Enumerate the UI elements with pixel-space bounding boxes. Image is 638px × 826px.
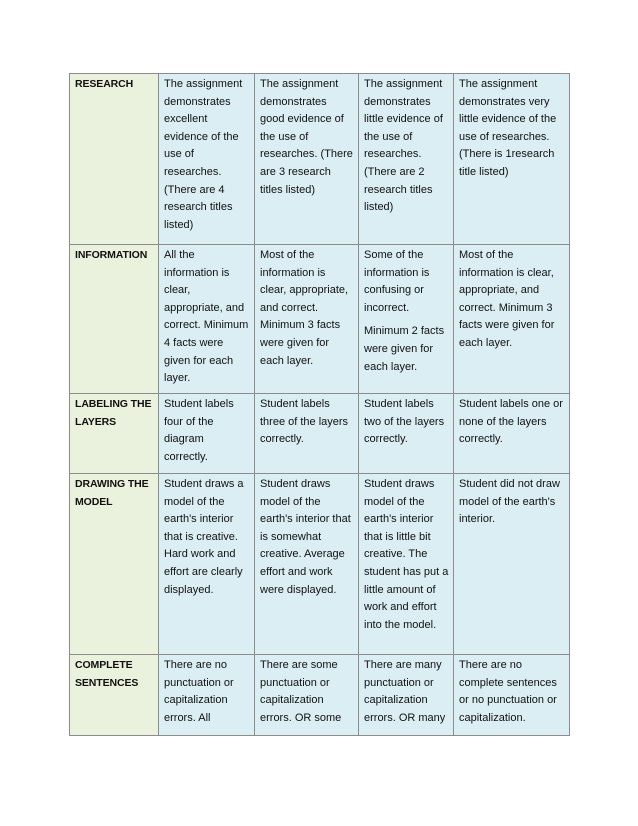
- cell-text: Most of the information is clear, appropriate, and correct. Minimum 3 facts were given for each layer.: [459, 249, 555, 349]
- cell-text: Student labels four of the diagram correctly.: [164, 398, 234, 463]
- cell-text: All the information is clear, appropriate, and correct. Minimum 4 facts were given for each layer.: [164, 249, 249, 385]
- level-3-cell: [359, 474, 454, 655]
- level-2-cell: [255, 474, 359, 655]
- level-2-cell: [255, 655, 359, 736]
- rubric-row-research: [70, 74, 570, 245]
- criterion-cell: COMPLETE SENTENCES: [70, 655, 159, 736]
- cell-text: Student draws a model of the earth's interior that is creative. Hard work and effort are clearly displayed.: [164, 478, 244, 596]
- cell-text: Student draws model of the earth's interior that is little bit creative. The student has put a little amount of work and effort into the model.: [364, 478, 449, 631]
- rubric-row-complete-sentences: [70, 655, 570, 736]
- level-4-cell: [454, 245, 570, 394]
- cell-text: Minimum 2 facts were given for each layer.: [364, 325, 445, 373]
- cell-text: Student labels one or none of the layers correctly.: [459, 398, 563, 446]
- cell-text: Student did not draw model of the earth's interior.: [459, 478, 560, 526]
- level-3-cell: [359, 74, 454, 245]
- cell-text: There are many punctuation or capitalization errors. OR many: [364, 659, 446, 724]
- level-1-cell: [159, 74, 255, 245]
- cell-text: The assignment demonstrates very little evidence of the use of researches. (There is 1research title listed): [459, 78, 557, 178]
- rubric-row-drawing: [70, 474, 570, 655]
- cell-text: Student labels three of the layers correctly.: [260, 398, 349, 446]
- rubric-row-labeling: [70, 394, 570, 474]
- cell-text: Student labels two of the layers correctly.: [364, 398, 445, 446]
- level-4-cell: [454, 394, 570, 474]
- level-4-cell: [454, 655, 570, 736]
- rubric-row-information: [70, 245, 570, 394]
- cell-text: The assignment demonstrates little evidence of the use of researches. (There are 2 research titles listed): [364, 78, 443, 214]
- cell-text: Some of the information is confusing or incorrect.: [364, 249, 430, 314]
- cell-text: The assignment demonstrates good evidence of the use of researches. (There are 3 research titles listed): [260, 78, 353, 196]
- level-4-cell: [454, 474, 570, 655]
- level-2-cell: [255, 394, 359, 474]
- level-2-cell: [255, 74, 359, 245]
- level-2-cell: [255, 245, 359, 394]
- level-1-cell: [159, 474, 255, 655]
- level-1-cell: [159, 655, 255, 736]
- level-3-cell: [359, 245, 454, 394]
- cell-text: There are no punctuation or capitalization errors. All: [164, 659, 234, 724]
- level-1-cell: [159, 245, 255, 394]
- rubric-table: [69, 73, 570, 736]
- cell-text: Student draws model of the earth's interior that is somewhat creative. Average effort and work were displayed.: [260, 478, 351, 596]
- level-3-cell: [359, 394, 454, 474]
- cell-text: There are no complete sentences or no punctuation or capitalization.: [459, 659, 557, 724]
- cell-text: There are some punctuation or capitalization errors. OR some: [260, 659, 342, 724]
- cell-text: The assignment demonstrates excellent evidence of the use of researches. (There are 4 research titles listed): [164, 78, 243, 231]
- criterion-cell: DRAWING THE MODEL: [70, 474, 159, 655]
- criterion-cell: INFORMATION: [70, 245, 159, 394]
- criterion-cell: LABELING THE LAYERS: [70, 394, 159, 474]
- level-1-cell: [159, 394, 255, 474]
- cell-text: Most of the information is clear, appropriate, and correct. Minimum 3 facts were given for each layer.: [260, 249, 349, 367]
- criterion-cell: RESEARCH: [70, 74, 159, 245]
- level-3-cell: [359, 655, 454, 736]
- level-4-cell: [454, 74, 570, 245]
